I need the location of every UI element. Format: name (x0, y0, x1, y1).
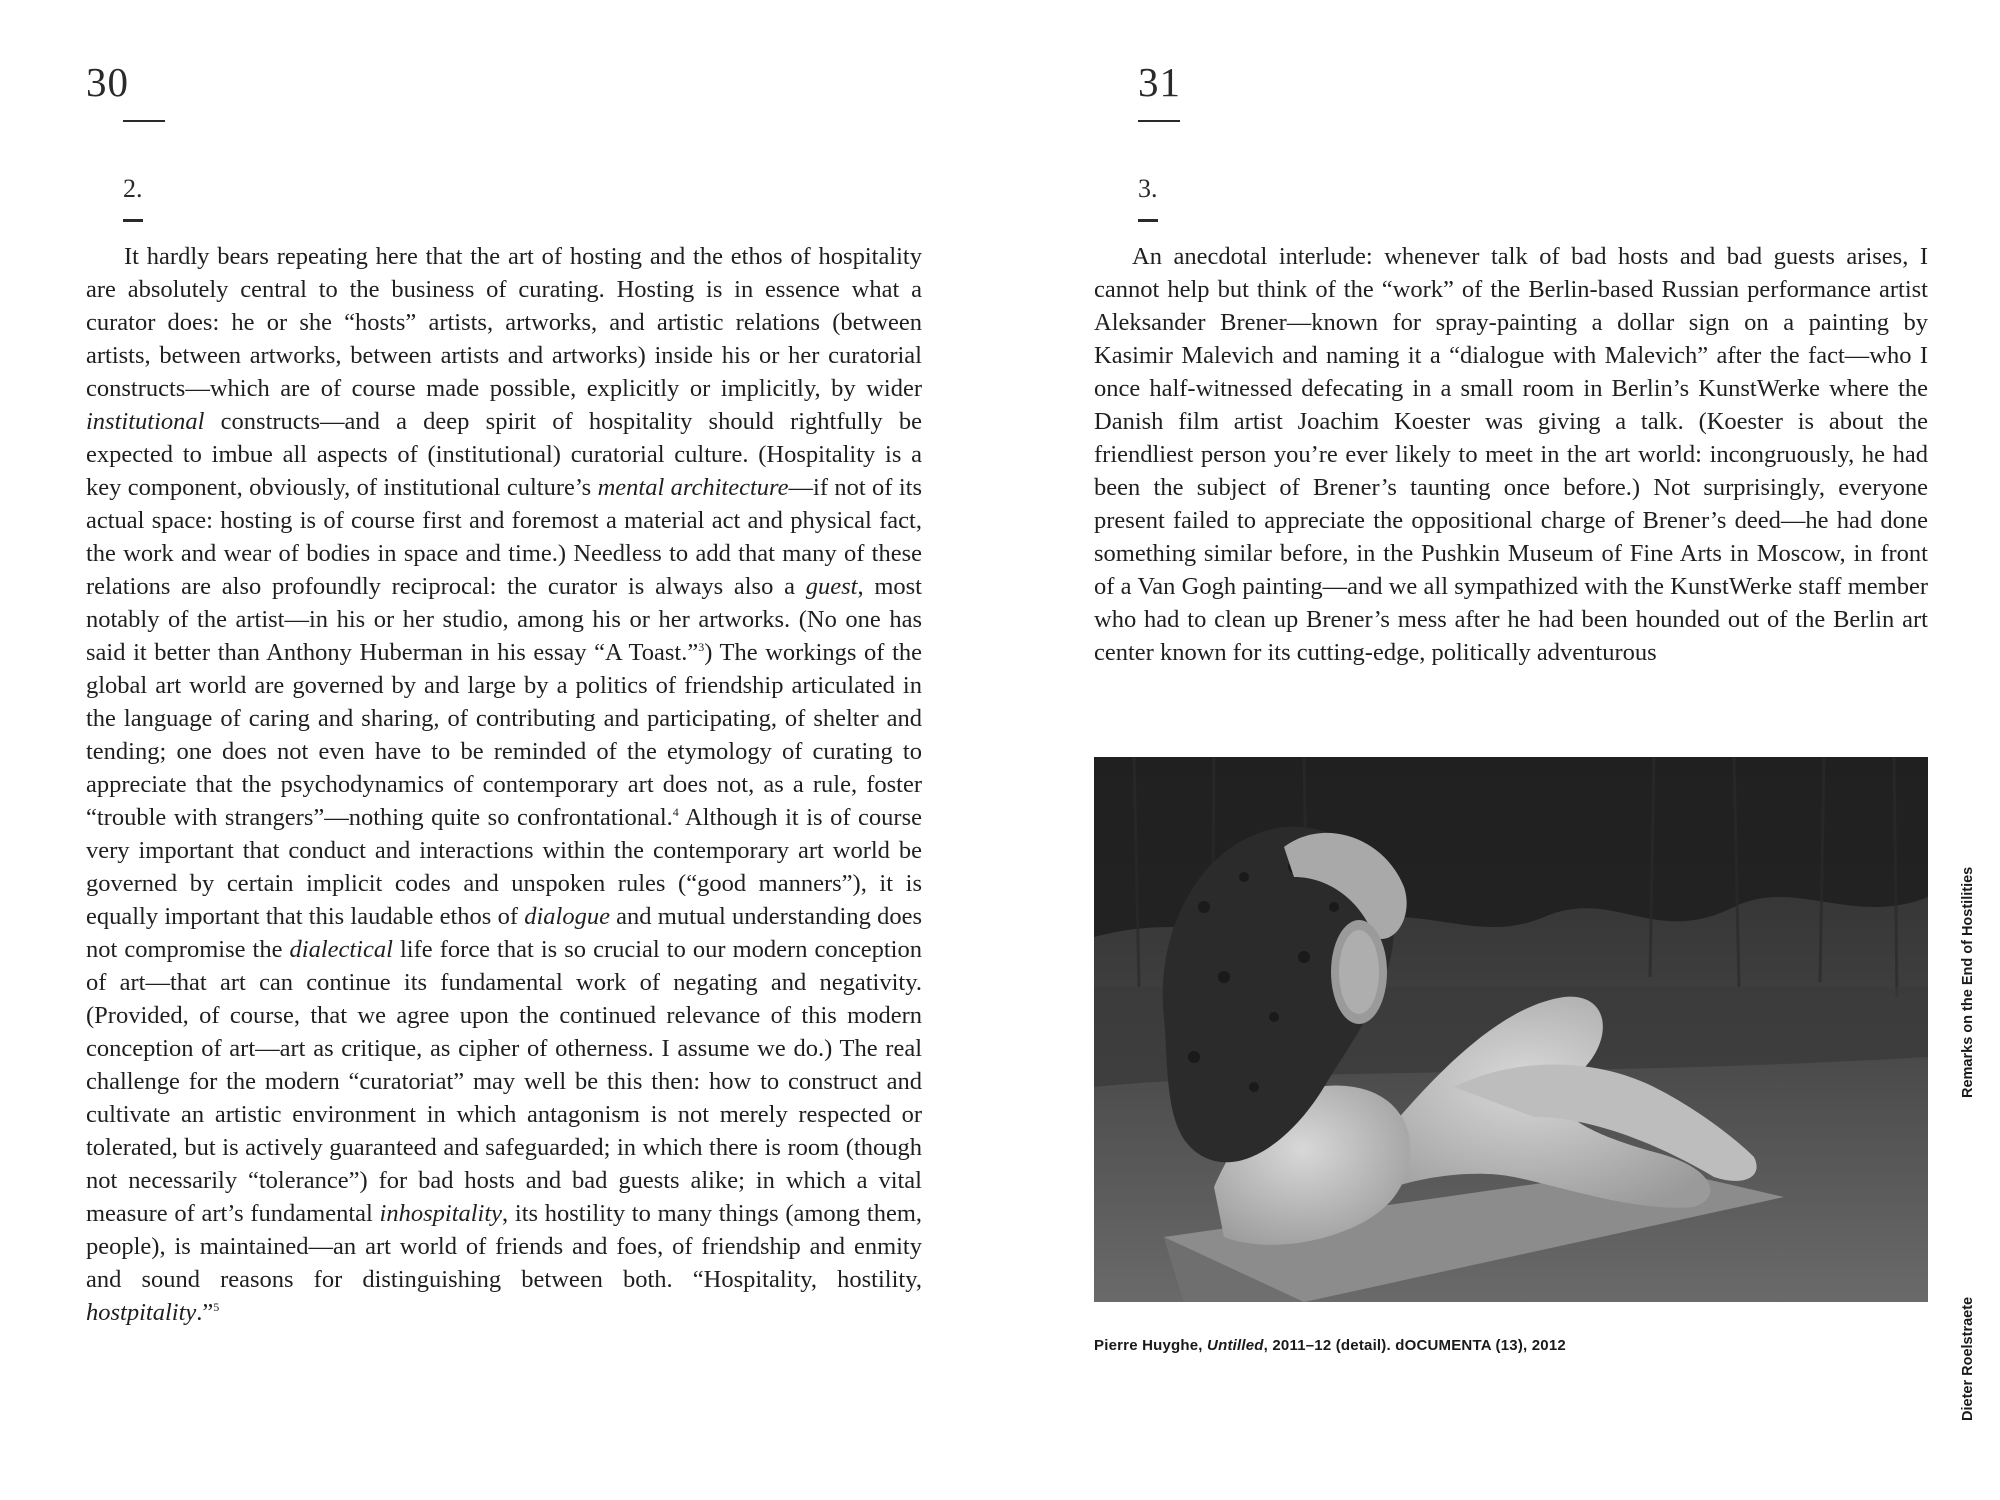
footnote-ref[interactable]: 4 (672, 805, 679, 819)
page-number: 31 (1138, 59, 1181, 105)
section-number: 2. (123, 174, 143, 203)
italic-text: institutional (86, 408, 205, 435)
italic-text: hostpitality (86, 1299, 197, 1326)
figure-caption (1094, 1337, 1566, 1354)
page-number-rule (123, 120, 165, 122)
text-run: constructs—and a deep spirit of hospitality should rightfully be expected to imbue all aspects of (institutional) curatorial culture. (Hospitality is a key component, obviously, of institutional culture’s (86, 408, 922, 501)
figure-photograph (1094, 757, 1928, 1302)
text-run: .” (196, 1299, 214, 1326)
section-rule (1138, 219, 1158, 222)
text-run: and mutual understanding does not compromise the (86, 903, 922, 963)
text-run: Pierre Huyghe, (1094, 1337, 1208, 1354)
italic-text: Untilled (1207, 1337, 1264, 1354)
text-run: , 2011–12 (detail). dOCUMENTA (13), 2012 (1263, 1337, 1566, 1354)
footnote-ref[interactable]: 5 (213, 1300, 220, 1314)
italic-text: dialogue (524, 903, 610, 930)
text-run: , most notably of the artist—in his or her studio, among his or her artworks. (No one has said it better than Anthony Huberman in his essay “A Toast.” (86, 573, 922, 666)
text-run: Although it is of course very important that conduct and interactions within the contemporary art world be governed by certain implicit codes and unspoken rules (“good manners”), it is equally important that this laudable ethos of (86, 804, 922, 930)
text-run: An anecdotal interlude: whenever talk of bad hosts and bad guests arises, I cannot help but think of the “work” of the Berlin-based Russian performance artist Aleksander Brener—known for spray-painting a dollar sign on a painting by Kasimir Malevich and naming it a “dialogue with Malevich” after the fact—who I once half-witnessed defecating in a small room in Berlin’s KunstWerke where the Danish film artist Joachim Koester was giving a talk. (Koester is about the friendliest person you’re ever likely to meet in the art world: incongruously, he had been the subject of Brener’s taunting once before.) Not surprisingly, everyone present failed to appreciate the oppositional charge of Brener’s deed—he had done something similar before, in the Pushkin Museum of Fine Arts in Moscow, in front of a Van Gogh painting—and we all sympathized with the KunstWerke staff member who had to clean up Brener’s mess after he had been hounded out of the Berlin art center known for its cutting-edge, politically adventurous (1094, 243, 1928, 666)
paragraph (86, 240, 922, 1329)
body-text (1094, 240, 1928, 669)
text-run: It hardly bears repeating here that the art of hosting and the ethos of hospitality are absolutely central to the business of curating. Hosting is in essence what a curator does: he or she “hosts” artists, artworks, and artistic relations (between artists, between artworks, between artists and artworks) inside his or her curatorial constructs—which are of course made possible, explicitly or implicitly, by wider (86, 243, 922, 402)
italic-text: mental architecture (597, 474, 789, 501)
section-rule (123, 219, 143, 222)
body-text (86, 240, 922, 1329)
right-page (1000, 0, 2000, 1500)
paragraph (1094, 240, 1928, 669)
section-number: 3. (1138, 174, 1158, 203)
italic-text: inhospitality (379, 1200, 503, 1227)
text-run: , its hostility to many things (among them, people), is maintained—an art world of friends and foes, of friendship and enmity and sound reasons for distinguishing between both. “Hospitality, hostility, (86, 1200, 922, 1293)
italic-text: dialectical (289, 936, 393, 963)
sculpture-photo (1094, 757, 1928, 1302)
text-run: —if not of its actual space: hosting is of course first and foremost a material act and physical fact, the work and wear of bodies in space and time.) Needless to add that many of these relations are also profoundly reciprocal: the curator is always also a (86, 474, 922, 600)
page-number: 30 (86, 59, 129, 105)
footnote-ref[interactable]: 3 (698, 640, 705, 654)
page-number-rule (1138, 120, 1180, 122)
italic-text: guest (805, 573, 858, 600)
text-run: ) The workings of the global art world are governed by and large by a politics of friendship articulated in the language of caring and sharing, of contributing and participating, of shelter and tending; one does not even have to be reminded of the etymology of curating to appreciate that the psychodynamics of contemporary art does not, as a rule, foster “trouble with strangers”—nothing quite so confrontational. (86, 639, 923, 831)
text-run: life force that is so crucial to our modern conception of art—that art can continue its fundamental work of negating and negativity. (Provided, of course, that we agree upon the continued relevance of this modern conception of art—art as critique, as cipher of otherness. I assume we do.) The real challenge for the modern “curatoriat” may well be this then: how to construct and cultivate an artistic environment in which antagonism is not merely respected or tolerated, but is actively guaranteed and safeguarded; in which there is room (though not necessarily “tolerance”) for bad hosts and bad guests alike; in which a vital measure of art’s fundamental (86, 936, 922, 1227)
